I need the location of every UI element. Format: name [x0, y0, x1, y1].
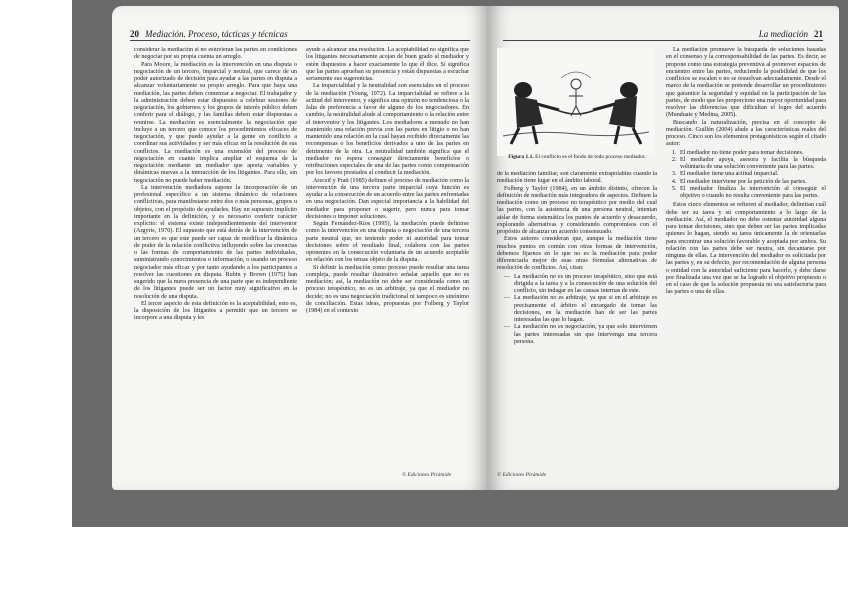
left-column-2 — [306, 47, 469, 442]
paragraph: Arecsif y Pratt (1985) definen el proceso de mediación como la intervención de una tercera parte imparcial cuya función es ayudar a la consecución de un acuerdo entre las partes enfrentadas en una negociación. Dan especial importancia a la habilidad del mediador para proponer o sugerir, pero nunca para tomar decisiones o imponer soluciones. — [306, 177, 469, 220]
paragraph: La mediación promueve la búsqueda de soluciones basadas en el consenso y la corresponsabilidad de las partes. Es decir, se propone como una estrategia preventiva al promover espacios de encuentro entre las partes, reduciendo la posibilidad de que los conflictos se escalen o no se resuelvan adecuadamente. Desde el marco de la mediación se pretende desarrollar un procedimiento que garantice la seguridad y equidad en la participación de las partes, de modo que les proporcione una mayor oportunidad para resolver las diferencias que dificultan el logro del acuerdo (Munduate y Medina, 2005). — [666, 47, 826, 119]
paragraph: Para Moore, la mediación es la intervención en una disputa o negociación de un tercero, imparcial y neutral, que carece de un poder autorizado de decisión para ayudar a las partes en disputa a alcanzar voluntariamente su propio arreglo. Para que haya una mediación, las partes deben comenzar a negociar. El trabajador y la administración deben estar dispuestos a celebrar sesiones de negociación, los gobiernos y los grupos de interés público deben conferir para el diálogo, y las familias deben estar dispuestas a reunirse. La mediación es esencialmente la negociación que incluye a un tercero que conoce los procedimientos eficaces de negociación, y que puede ayudar a la gente en conflicto a coordinar sus actividades y ser más eficaz en la resolución de sus conflictos. La mediación es una extensión del proceso de negociación en cuanto implica ampliar el esquema de la negociación mediante un mediador que aporta variables y dinámicas nuevas a la interacción de los litigantes. Para ello, sin negociación no puede haber mediación. — [134, 61, 297, 184]
left-page — [112, 6, 487, 490]
figure-caption-label: Figura 1.1. — [508, 154, 534, 160]
paragraph: Según Fernández-Ríos (1995), la mediación puede definirse como la intervención en una disputa o negociación de una tercera parte neutral que, no teniendo poder ni autoridad para tomar decisiones sobre el resultado final, colabora con las partes oponentes en la consecución voluntaria de un acuerdo aceptable en relación con los temas objeto de la disputa. — [306, 221, 469, 264]
left-running-title: Mediación. Proceso, tácticas y técnicas — [145, 29, 288, 39]
paragraph: La intervención mediadora supone la incorporación de un profesional específico a un sistema dinámico de relaciones conflictivas, para manifestarse entre dos o más personas, grupos u objetos, con el propósito de ayudarles. Hay un supuesto implícito importante en la definición, y es necesario conferir carácter explícito: el sistema existe independientemente del interventor (Argyris, 1970). El supuesto que está detrás de la intervención de un tercero es que este puede ser capaz de modificar la dinámica de poder de la relación conflictiva influyendo sobre las creencias o las formas de comportamiento de las partes individuales, suministrando conocimientos o información, o usando un proceso negociador más eficaz y por tanto ayudando a los participantes a resolver las cuestiones en disputa. Rubin y Brown (1975) han sugerido que la mera presencia de una parte que es independiente de los litigantes puede ser un factor muy significativo en la resolución de una disputa. — [134, 184, 297, 300]
figure-caption — [499, 154, 655, 161]
list-item: 3. El mediador tiene una actitud imparcial. — [678, 171, 826, 178]
paragraph: Buscando la naturalización, precisa en el concepto de mediación. Guillén (2004) alude a las características reales del proceso. Cinco son los elementos protagonísticos según el citado autor: — [666, 119, 826, 148]
right-page — [487, 6, 839, 490]
paragraph: considerar la mediación si no estuvieran las partes en condiciones de negociar por su propia cuenta un arreglo. — [134, 47, 297, 61]
paragraph: Estos autores consideran que, aunque la mediación tiene muchos puntos en común con otras formas de intervención, debemos fijarnos en lo que no es la mediación para poder diferenciarla mejor de esas otras fórmulas alternativas de resolución de conflictos. Así, citan: — [497, 236, 657, 272]
list-item: 4. El mediador interviene por la petición de las partes. — [678, 179, 826, 186]
left-running-head — [130, 29, 470, 41]
paragraph: ayude a alcanzar una resolución. La aceptabilidad no significa que los litigantes necesariamente acojan de buen grado al mediador y estén dispuestos a hacer exactamente lo que él dice. Sí significa que las partes aprueban su presencia y están dispuestas a escuchar seriamente sus sugerencias. — [306, 47, 469, 82]
right-footer: © Ediciones Pirámide — [497, 472, 547, 478]
paragraph: La imparcialidad y la neutralidad son esenciales en el proceso de la mediación (Young, 1972). La imparcialidad se refiere a la actitud del interventor, y significa una opinión no tendenciosa o la falta de preferencia a favor de alguno de los negociadores. En cambio, la neutralidad alude al comportamiento o la relación entre el interventor y los litigantes. Los mediadores a menudo no han mantenido una relación previa con las partes en litigio o no han mantenido una relación en la cual hayan recibido directamente las recompensas o los beneficios derivados a uno de las partes en detrimento de la otra. La neutralidad también significa que el mediador no espera conseguir directamente beneficios o retribuciones especiales de una de las partes como compensación por los favores prestados al conducir la mediación. — [306, 83, 469, 177]
list-item: — La mediación no es un proceso terapéutico, sino que está dirigida a la tarea y a la consecución de una solución del conflicto, sin indagar en las causas internas de este. — [507, 274, 657, 296]
paragraph: de la mediación familiar, son claramente extrapolables cuando la mediación tiene lugar en el ámbito laboral. — [497, 171, 657, 185]
right-running-title: La mediación — [758, 29, 808, 39]
figure-caption-text: El conflicto es el fondo de todo proceso mediador. — [535, 154, 646, 160]
right-running-head — [503, 29, 823, 41]
list-item: — La mediación no es negociación, ya que solo intervienen las partes interesadas sin que intervenga una tercera persona. — [507, 324, 657, 346]
list-item: 2. El mediador apoya, asesora y facilita la búsqueda voluntaria de una solución conveniente para las partes. — [678, 157, 826, 172]
left-footer: © Ediciones Pirámide — [402, 472, 452, 478]
paragraph: Estos cinco elementos se refieren al mediador, delimitan cuál debe ser su tarea y su comportamiento a lo largo de la mediación. Así, el mediador no debe ostentar autoridad alguna para tomar decisiones, sino que deben ser las partes implicadas quienes lo hagan, siendo su tarea únicamente la de orientarlas para encontrar una solución favorable y aceptada por ambos. Su relación con las partes debe ser neutra, sin decantarse por ninguna de ellas. La intervención del mediador es solicitada por las partes y, en su defecto, por recomendación de alguna persona o entidad con la autoridad suficiente para hacerlo, y debe darse por finalizada una vez que se ha logrado el objetivo propuesto o en el caso de que la solución propuesta no sea satisfactoria para las partes o una de ellas. — [666, 202, 826, 296]
right-column-1 — [497, 171, 657, 469]
paragraph: El tercer aspecto de esta definición es la aceptabilidad, esto es, la disposición de los litigantes a permitir que un tercero se incorpore a una disputa y les — [134, 300, 297, 322]
left-page-number: 20 — [130, 29, 139, 39]
mediator-elements-list — [666, 150, 826, 201]
paragraph: Si definir la mediación como proceso puede resultar una tarea compleja, puede resultar ilustrativo señalar aquello que no es mediación; así, la mediación no debe ser considerada como un proceso terapéutico, no es un arbitraje, ya que el mediador no decide; no es una negociación tradicional ni tampoco es sinónimo de conciliación. Estas ideas, propuestas por Folberg y Taylor (1984) en el contexto — [306, 264, 469, 314]
right-column-2 — [666, 47, 826, 487]
list-item: 1. El mediador no tiene poder para tomar decisiones. — [678, 150, 826, 157]
right-page-number: 21 — [814, 29, 823, 39]
list-item: — La mediación no es arbitraje, ya que si en el arbitraje es precisamente el árbitro el encargado de tomar las decisiones, en la mediación han de ser las partes interesadas las que lo hagan. — [507, 295, 657, 324]
left-column-1 — [134, 47, 297, 467]
not-mediation-list — [497, 274, 657, 347]
tug-of-war-illustration — [497, 48, 655, 156]
paragraph: Folberg y Taylor (1984), en un ámbito distinto, ofrecen la definición de mediación más integradora de aspectos. Definen la mediación como un proceso no terapéutico por medio del cual las partes, con la asistencia de una persona neutral, intentan aislar de forma sistemática los puntos de acuerdo y desacuerdo, explorando alternativas y considerando compromisos con el propósito de alcanzar un acuerdo consensuado. — [497, 185, 657, 235]
list-item: 5. El mediador finaliza la intervención al conseguir el objetivo o cuando no resulta conveniente para las partes. — [678, 186, 826, 201]
